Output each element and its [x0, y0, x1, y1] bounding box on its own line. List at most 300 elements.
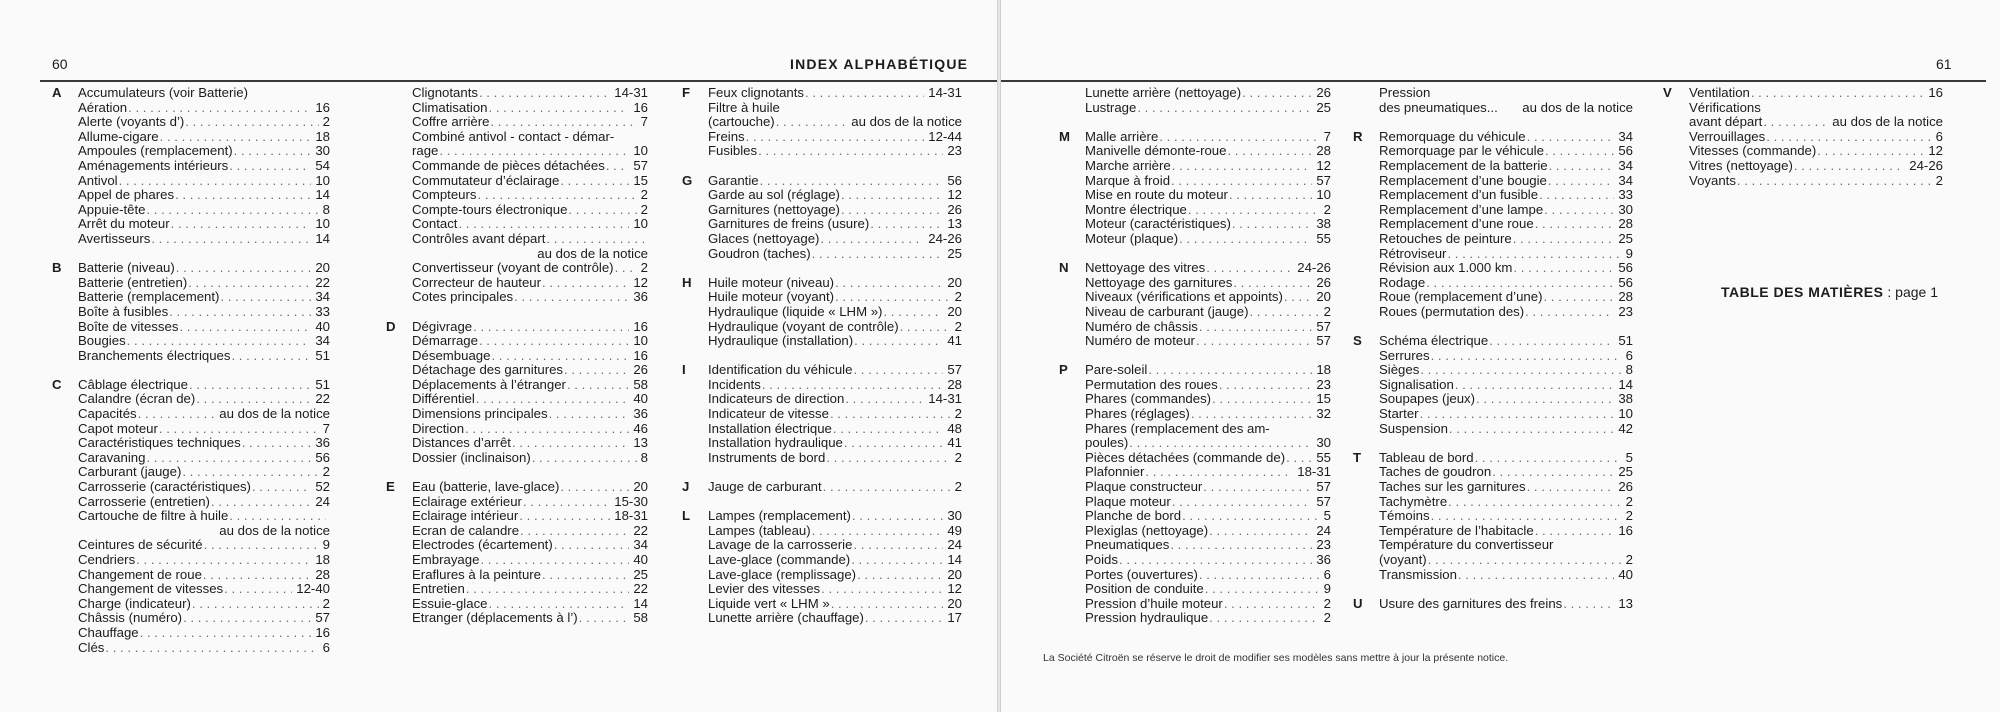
index-entry	[1085, 232, 1331, 247]
index-entry	[78, 422, 330, 437]
entry-label: Combiné antivol - contact - démar-	[412, 128, 615, 144]
leader-dots	[1284, 290, 1312, 305]
index-entry	[708, 305, 962, 320]
entry-page-ref: 33	[1618, 187, 1633, 203]
entry-label: Garantie	[708, 172, 759, 188]
entry-page-ref: 2	[1625, 493, 1633, 509]
leader-dots	[1535, 524, 1615, 539]
leader-dots	[1159, 130, 1319, 145]
entry-label: Electrodes (écartement)	[412, 537, 553, 553]
leader-dots	[439, 144, 629, 159]
entry-page-ref: 17	[947, 610, 962, 626]
leader-dots	[853, 363, 943, 378]
entry-label: Carburant (jauge)	[78, 464, 182, 480]
index-entry	[78, 305, 330, 320]
entry-label: Nettoyage des garnitures	[1085, 274, 1233, 290]
index-entry	[708, 86, 962, 101]
index-entry	[708, 320, 962, 335]
entry-page-ref: 56	[1618, 143, 1633, 159]
entry-label: Lunette arrière (chauffage)	[708, 610, 864, 626]
section-letter: B	[52, 260, 62, 276]
index-entry	[78, 436, 330, 451]
leader-dots	[159, 422, 319, 437]
entry-label: Montre électrique	[1085, 201, 1187, 217]
table-of-contents-reference	[1721, 284, 1938, 300]
entry-page-ref: 10	[1316, 187, 1331, 203]
entry-label: Nettoyage des vitres	[1085, 260, 1206, 276]
leader-dots	[833, 422, 943, 437]
index-entry	[78, 626, 330, 641]
entry-label: Démarrage	[412, 333, 478, 349]
entry-page-ref: 26	[1618, 479, 1633, 495]
entry-label: Boîte à fusibles	[78, 303, 169, 319]
entry-page-ref: 28	[1618, 216, 1633, 232]
index-entry	[1085, 553, 1331, 568]
leader-dots	[512, 436, 629, 451]
index-entry	[1085, 144, 1331, 159]
entry-page-ref: 23	[1316, 537, 1331, 553]
entry-page-ref: 13	[633, 435, 648, 451]
entry-label: Direction	[412, 420, 465, 436]
leader-dots	[1145, 465, 1293, 480]
index-entry	[412, 144, 648, 159]
entry-label: Rodage	[1379, 274, 1426, 290]
leader-dots	[1242, 86, 1312, 101]
entry-page-ref: 14-31	[928, 85, 962, 100]
entry-page-ref: 46	[633, 420, 648, 436]
index-entry-continuation	[78, 524, 330, 539]
index-entry	[1085, 334, 1331, 349]
entry-label: Installation électrique	[708, 420, 832, 436]
entry-label: Hydraulique (installation)	[708, 333, 854, 349]
entry-page-ref: au dos de la notice	[1522, 99, 1633, 115]
index-entry	[78, 101, 330, 116]
index-entry	[78, 232, 330, 247]
index-entry	[1085, 378, 1331, 393]
leader-dots	[1205, 582, 1320, 597]
index-section	[1353, 86, 1633, 115]
leader-dots	[812, 247, 944, 262]
leader-dots	[1119, 553, 1312, 568]
entry-label: Indicateur de vitesse	[708, 406, 829, 422]
entry-label: Lustrage	[1085, 99, 1137, 115]
entry-page-ref: 2	[640, 260, 648, 276]
entry-page-ref: 15	[633, 172, 648, 188]
entry-page-ref: 22	[315, 391, 330, 407]
index-entry	[1689, 174, 1943, 189]
page-number-left: 60	[52, 56, 68, 72]
entry-page-ref: 2	[1323, 303, 1331, 319]
leader-dots	[151, 232, 311, 247]
entry-label: Cendriers	[78, 552, 136, 567]
entry-label: Ampoules (remplacement)	[78, 143, 233, 159]
entry-label: Aération	[78, 99, 128, 115]
entry-page-ref: 14	[1618, 376, 1633, 392]
leader-dots	[1458, 568, 1614, 583]
entry-page-ref: 6	[322, 639, 330, 655]
entry-page-ref: 12	[1316, 157, 1331, 173]
index-entry	[78, 276, 330, 291]
entry-label: Filtre à huile	[708, 99, 780, 115]
index-entry	[1379, 144, 1633, 159]
entry-page-ref: 20	[947, 303, 962, 319]
entry-page-ref: 24	[947, 537, 962, 553]
leader-dots	[466, 582, 630, 597]
index-entry	[1379, 174, 1633, 189]
entry-page-ref: 26	[633, 362, 648, 378]
entry-page-ref: 40	[633, 391, 648, 407]
entry-label: Appuie-tête	[78, 201, 146, 217]
entry-page-ref: 20	[947, 595, 962, 611]
index-section	[1059, 86, 1331, 115]
leader-dots	[1170, 538, 1312, 553]
leader-dots	[532, 451, 637, 466]
entry-page-ref: 12	[947, 187, 962, 203]
index-entry	[708, 144, 962, 159]
index-entry	[78, 159, 330, 174]
entry-page-ref: 14	[633, 595, 648, 611]
index-column	[386, 86, 648, 641]
entry-label: Incidents	[708, 376, 761, 392]
leader-dots	[812, 524, 944, 539]
entry-page-ref: 23	[1618, 303, 1633, 319]
entry-label: Phares (commandes)	[1085, 391, 1212, 407]
left-page	[0, 0, 998, 712]
entry-label: Vérifications	[1689, 99, 1761, 115]
entry-label: Lavage de la carrosserie	[708, 537, 853, 553]
index-entry	[412, 217, 648, 232]
entry-page-ref: 26	[947, 201, 962, 217]
index-entry	[412, 436, 648, 451]
index-entry	[78, 86, 330, 101]
entry-page-ref: 20	[633, 479, 648, 495]
entry-label: Commutateur d’éclairage	[412, 172, 560, 188]
entry-label: Liquide vert « LHM »	[708, 595, 830, 611]
entry-label: Roue (remplacement d’une)	[1379, 289, 1543, 305]
section-letter: J	[682, 479, 690, 495]
entry-label: Climatisation	[412, 99, 488, 115]
index-entry	[412, 480, 648, 495]
index-entry	[412, 261, 648, 276]
leader-dots	[1455, 378, 1615, 393]
index-entry	[708, 130, 962, 145]
index-section	[386, 86, 648, 305]
leader-dots	[1172, 159, 1313, 174]
leader-dots	[179, 320, 311, 335]
index-entry	[412, 349, 648, 364]
index-entry	[412, 568, 648, 583]
section-letter: T	[1353, 449, 1362, 465]
entry-label: Planche de bord	[1085, 508, 1182, 524]
entry-page-ref: 2	[322, 114, 330, 130]
index-entry	[412, 276, 648, 291]
index-entry	[1689, 159, 1943, 174]
entry-label: Hydraulique (liquide « LHM »)	[708, 303, 883, 319]
entry-label: Correcteur de hauteur	[412, 274, 542, 290]
leader-dots	[865, 611, 943, 626]
leader-dots	[491, 349, 629, 364]
index-entry	[708, 611, 962, 626]
leader-dots	[176, 261, 312, 276]
leader-dots	[1148, 363, 1312, 378]
leader-dots	[1448, 495, 1621, 510]
index-section	[1663, 86, 1943, 188]
leader-dots	[568, 203, 636, 218]
entry-page-ref: 36	[315, 435, 330, 451]
leader-dots	[1763, 115, 1828, 130]
leader-dots	[820, 232, 924, 247]
leader-dots	[229, 509, 326, 524]
index-entry	[708, 101, 962, 116]
index-entry	[1689, 144, 1943, 159]
index-entry	[1689, 86, 1943, 101]
entry-page-ref: 33	[315, 303, 330, 319]
entry-label: Glaces (nettoyage)	[708, 230, 820, 246]
leader-dots	[852, 509, 943, 524]
entry-page-ref: 32	[1316, 406, 1331, 422]
entry-page-ref: 48	[947, 420, 962, 436]
entry-page-ref: 26	[1316, 274, 1331, 290]
index-entry	[1085, 203, 1331, 218]
entry-page-ref: 55	[1316, 449, 1331, 465]
entry-page-ref: 2	[1935, 172, 1943, 188]
leader-dots	[1539, 188, 1614, 203]
index-entry	[708, 378, 962, 393]
entry-page-ref: 51	[1618, 333, 1633, 349]
entry-label: Verrouillages	[1689, 128, 1766, 144]
leader-dots	[169, 305, 311, 320]
leader-dots	[564, 363, 629, 378]
index-entry	[1379, 217, 1633, 232]
entry-page-ref: 57	[315, 610, 330, 626]
entry-page-ref: 12	[947, 581, 962, 597]
index-entry	[1379, 524, 1633, 539]
entry-page-ref: 42	[1618, 420, 1633, 436]
leader-dots	[224, 582, 292, 597]
leader-dots	[479, 86, 610, 101]
entry-page-ref: 16	[633, 99, 648, 115]
leader-dots	[105, 641, 318, 656]
entry-label: Lampes (tableau)	[708, 522, 811, 538]
entry-page-ref: 2	[1323, 610, 1331, 626]
entry-page-ref: 13	[947, 216, 962, 232]
leader-dots	[1249, 305, 1319, 320]
entry-page-ref: 12-40	[296, 581, 330, 597]
entry-label: des pneumatiques...	[1379, 99, 1498, 115]
leader-dots	[1188, 203, 1320, 218]
index-entry	[1085, 451, 1331, 466]
page-number-right: 61	[1936, 56, 1952, 72]
index-entry	[1689, 130, 1943, 145]
entry-label: Avertisseurs	[78, 230, 151, 246]
entry-label: (cartouche)	[708, 114, 775, 130]
entry-label: Pression hydraulique	[1085, 610, 1209, 626]
index-entry	[708, 217, 962, 232]
index-entry	[1085, 392, 1331, 407]
entry-page-ref: 30	[1316, 435, 1331, 451]
entry-page-ref: 2	[640, 201, 648, 217]
index-entry	[1085, 465, 1331, 480]
entry-page-ref: 25	[1618, 464, 1633, 480]
leader-dots	[831, 597, 944, 612]
leader-dots	[1426, 276, 1614, 291]
leader-dots	[835, 290, 951, 305]
entry-label: Rétroviseur	[1379, 245, 1447, 261]
index-entry	[1379, 86, 1633, 101]
entry-page-ref: 7	[640, 114, 648, 130]
leader-dots	[489, 101, 630, 116]
index-entry	[78, 174, 330, 189]
index-entry	[1379, 392, 1633, 407]
entry-label: Révision aux 1.000 km	[1379, 260, 1513, 276]
leader-dots	[1286, 451, 1312, 466]
entry-page-ref: 10	[315, 216, 330, 232]
entry-label: Soupapes (jeux)	[1379, 391, 1476, 407]
entry-label: Lave-glace (remplissage)	[708, 566, 857, 582]
entry-page-ref: 40	[315, 318, 330, 334]
leader-dots	[567, 378, 629, 393]
index-entry	[1085, 582, 1331, 597]
index-entry	[78, 509, 330, 524]
entry-label: Désembuage	[412, 347, 491, 363]
entry-page-ref: 2	[1625, 508, 1633, 524]
entry-label: Garde au sol (réglage)	[708, 187, 840, 203]
entry-label: Roues (permutation des)	[1379, 303, 1525, 319]
leader-dots	[841, 188, 943, 203]
leader-dots	[1199, 320, 1312, 335]
leader-dots	[1428, 553, 1622, 568]
entry-page-ref: 2	[1625, 552, 1633, 567]
entry-label: Détachage des garnitures	[412, 362, 564, 378]
entry-label: Niveau de carburant (jauge)	[1085, 303, 1249, 319]
index-entry	[1379, 305, 1633, 320]
entry-page-ref: au dos de la notice	[219, 522, 330, 538]
entry-page-ref: 15-30	[614, 493, 648, 509]
entry-page-ref: 5	[1323, 508, 1331, 524]
leader-dots	[1219, 378, 1313, 393]
entry-page-ref: 34	[1618, 157, 1633, 173]
entry-label: Huile moteur (niveau)	[708, 274, 835, 290]
entry-label: Vitesses (commande)	[1689, 143, 1817, 159]
entry-label: Aménagements intérieurs	[78, 157, 229, 173]
entry-page-ref: 55	[1316, 230, 1331, 246]
entry-page-ref: 25	[1316, 99, 1331, 115]
entry-label: Distances d’arrêt	[412, 435, 511, 451]
index-entry	[412, 553, 648, 568]
entry-page-ref: 24-26	[1297, 260, 1331, 276]
entry-label: Cartouche de filtre à huile	[78, 508, 229, 524]
entry-page-ref: 28	[1316, 143, 1331, 159]
leader-dots	[1545, 144, 1614, 159]
entry-page-ref: au dos de la notice	[537, 245, 648, 261]
entry-label: Bougies	[78, 333, 126, 349]
leader-dots	[479, 334, 629, 349]
index-entry	[708, 582, 962, 597]
index-entry	[78, 465, 330, 480]
entry-page-ref: 57	[1316, 493, 1331, 509]
leader-dots	[1171, 174, 1312, 189]
index-entry	[1085, 86, 1331, 101]
leader-dots	[204, 538, 319, 553]
index-section	[682, 174, 962, 262]
entry-label: Tableau de bord	[1379, 449, 1474, 465]
index-entry	[78, 188, 330, 203]
index-entry	[1085, 509, 1331, 524]
index-entry	[1379, 553, 1633, 568]
index-section	[682, 509, 962, 626]
index-entry	[1085, 568, 1331, 583]
section-letter: U	[1353, 595, 1363, 611]
index-entry	[1085, 101, 1331, 116]
footnote: La Société Citroën se réserve le droit de modifier ses modèles sans mettre à jour la présente notice.	[1043, 652, 1509, 664]
entry-page-ref: 10	[315, 172, 330, 188]
leader-dots	[182, 465, 318, 480]
leader-dots	[473, 320, 629, 335]
entry-label: Branchements électriques	[78, 347, 231, 363]
entry-label: Retouches de peinture	[1379, 230, 1512, 246]
entry-label: Clés	[78, 639, 105, 655]
leader-dots	[823, 480, 951, 495]
index-entry	[78, 495, 330, 510]
entry-page-ref: 8	[322, 201, 330, 217]
entry-page-ref: 14	[315, 187, 330, 203]
index-entry	[78, 553, 330, 568]
leader-dots	[175, 188, 311, 203]
entry-page-ref: 57	[1316, 479, 1331, 495]
index-entry	[412, 451, 648, 466]
index-entry	[708, 290, 962, 305]
entry-label: Huile moteur (voyant)	[708, 289, 835, 305]
index-entry	[1085, 538, 1331, 553]
leader-dots	[900, 320, 951, 335]
index-entry	[78, 538, 330, 553]
entry-label: Mise en route du moteur	[1085, 187, 1228, 203]
entry-label: Coffre arrière	[412, 114, 490, 130]
entry-page-ref: 57	[1316, 172, 1331, 188]
entry-page-ref: 56	[947, 172, 962, 188]
entry-page-ref: 14	[315, 230, 330, 246]
leader-dots	[189, 378, 311, 393]
leader-dots	[560, 174, 629, 189]
entry-label: Température du convertisseur	[1379, 537, 1554, 553]
leader-dots	[514, 290, 629, 305]
entry-label: Permutation des roues	[1085, 376, 1218, 392]
entry-label: Plaque moteur	[1085, 493, 1171, 509]
index-entry	[1379, 232, 1633, 247]
entry-page-ref: 2	[954, 406, 962, 422]
leader-dots	[883, 305, 943, 320]
leader-dots	[844, 436, 943, 451]
index-section	[1059, 261, 1331, 349]
entry-page-ref: 25	[1618, 230, 1633, 246]
entry-label: Lampes (remplacement)	[708, 508, 851, 524]
entry-page-ref: 2	[640, 187, 648, 203]
entry-label: Suspension	[1379, 420, 1448, 436]
index-section	[52, 378, 330, 655]
index-entry	[1379, 159, 1633, 174]
leader-dots	[183, 611, 311, 626]
leader-dots	[554, 538, 630, 553]
index-entry	[412, 392, 648, 407]
entry-page-ref: 49	[947, 522, 962, 538]
entry-page-ref: 25	[633, 566, 648, 582]
section-letter: R	[1353, 128, 1363, 144]
leader-dots	[220, 290, 311, 305]
index-entry	[412, 378, 648, 393]
leader-dots	[160, 130, 312, 145]
entry-label: Pression d’huile moteur	[1085, 595, 1223, 611]
entry-page-ref: 18	[315, 552, 330, 567]
